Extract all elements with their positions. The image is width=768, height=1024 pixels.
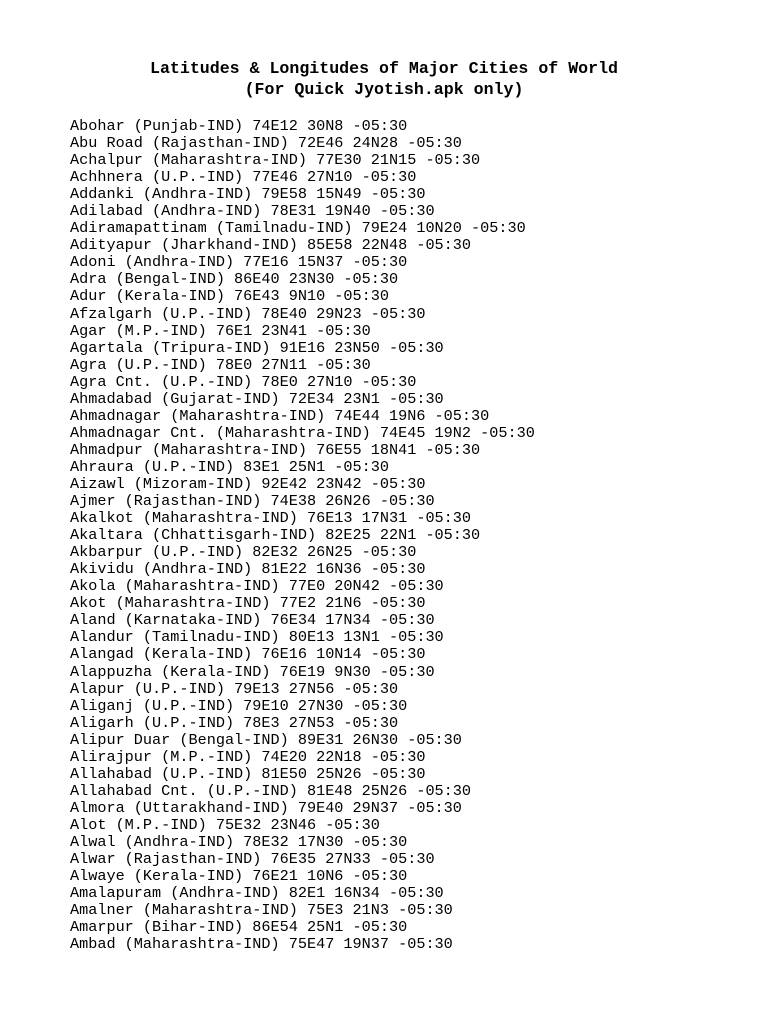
- city-entry: Akalkot (Maharashtra-IND) 76E13 17N31 -05:30: [70, 509, 472, 528]
- city-list: [70, 118, 535, 953]
- city-entry: Aizawl (Mizoram-IND) 92E42 23N42 -05:30: [70, 474, 426, 493]
- city-entry: Akbarpur (U.P.-IND) 82E32 26N25 -05:30: [70, 543, 417, 562]
- city-entry: Allahabad Cnt. (U.P.-IND) 81E48 25N26 -05:30: [70, 781, 472, 800]
- city-entry: Agra Cnt. (U.P.-IND) 78E0 27N10 -05:30: [70, 372, 417, 391]
- city-entry: Abu Road (Rajasthan-IND) 72E46 24N28 -05:30: [70, 134, 462, 153]
- city-entry: Adityapur (Jharkhand-IND) 85E58 22N48 -05:30: [70, 236, 472, 255]
- city-entry: Adilabad (Andhra-IND) 78E31 19N40 -05:30: [70, 202, 435, 221]
- city-entry: Alipur Duar (Bengal-IND) 89E31 26N30 -05:30: [70, 730, 462, 749]
- city-entry: Agra (U.P.-IND) 78E0 27N11 -05:30: [70, 355, 371, 374]
- city-entry: Ahmadpur (Maharashtra-IND) 76E55 18N41 -05:30: [70, 440, 481, 459]
- city-entry: Agartala (Tripura-IND) 91E16 23N50 -05:30: [70, 338, 444, 357]
- city-entry: Ajmer (Rajasthan-IND) 74E38 26N26 -05:30: [70, 492, 435, 511]
- city-entry: Alirajpur (M.P.-IND) 74E20 22N18 -05:30: [70, 747, 426, 766]
- city-entry: Agar (M.P.-IND) 76E1 23N41 -05:30: [70, 321, 371, 340]
- document-title: Latitudes & Longitudes of Major Cities of World: [149, 59, 619, 78]
- city-entry: Ahraura (U.P.-IND) 83E1 25N1 -05:30: [70, 457, 389, 476]
- city-entry: Addanki (Andhra-IND) 79E58 15N49 -05:30: [70, 185, 426, 204]
- city-entry: Alwar (Rajasthan-IND) 76E35 27N33 -05:30: [70, 850, 435, 869]
- city-entry: Almora (Uttarakhand-IND) 79E40 29N37 -05:30: [70, 798, 462, 817]
- city-entry: Ahmadnagar (Maharashtra-IND) 74E44 19N6 -05:30: [70, 406, 490, 425]
- city-entry: Aland (Karnataka-IND) 76E34 17N34 -05:30: [70, 611, 435, 630]
- city-entry: Aligarh (U.P.-IND) 78E3 27N53 -05:30: [70, 713, 399, 732]
- city-entry: Akaltara (Chhattisgarh-IND) 82E25 22N1 -05:30: [70, 526, 481, 545]
- city-entry: Amalapuram (Andhra-IND) 82E1 16N34 -05:30: [70, 884, 444, 903]
- city-entry: Alapur (U.P.-IND) 79E13 27N56 -05:30: [70, 679, 399, 698]
- city-entry: Achalpur (Maharashtra-IND) 77E30 21N15 -05:30: [70, 151, 481, 170]
- city-entry: Allahabad (U.P.-IND) 81E50 25N26 -05:30: [70, 764, 426, 783]
- city-entry: Adoni (Andhra-IND) 77E16 15N37 -05:30: [70, 253, 408, 272]
- city-entry: Alangad (Kerala-IND) 76E16 10N14 -05:30: [70, 645, 426, 664]
- city-entry: Adur (Kerala-IND) 76E43 9N10 -05:30: [70, 287, 389, 306]
- city-entry: Alappuzha (Kerala-IND) 76E19 9N30 -05:30: [70, 662, 435, 681]
- city-entry: Achhnera (U.P.-IND) 77E46 27N10 -05:30: [70, 168, 417, 187]
- city-entry: Akividu (Andhra-IND) 81E22 16N36 -05:30: [70, 560, 426, 579]
- city-entry: Ahmadnagar Cnt. (Maharashtra-IND) 74E45 19N2 -05:30: [70, 423, 535, 442]
- document-subtitle: (For Quick Jyotish.apk only): [244, 80, 524, 99]
- city-entry: Aliganj (U.P.-IND) 79E10 27N30 -05:30: [70, 696, 408, 715]
- city-entry: Amarpur (Bihar-IND) 86E54 25N1 -05:30: [70, 918, 408, 937]
- city-entry: Adiramapattinam (Tamilnadu-IND) 79E24 10N20 -05:30: [70, 219, 526, 238]
- city-entry: Abohar (Punjab-IND) 74E12 30N8 -05:30: [70, 117, 408, 135]
- city-entry: Alot (M.P.-IND) 75E32 23N46 -05:30: [70, 815, 380, 834]
- city-entry: Adra (Bengal-IND) 86E40 23N30 -05:30: [70, 270, 399, 289]
- city-entry: Ahmadabad (Gujarat-IND) 72E34 23N1 -05:30: [70, 389, 444, 408]
- city-entry: Alwal (Andhra-IND) 78E32 17N30 -05:30: [70, 832, 408, 851]
- city-entry: Ambad (Maharashtra-IND) 75E47 19N37 -05:30: [70, 935, 453, 954]
- city-entry: Afzalgarh (U.P.-IND) 78E40 29N23 -05:30: [70, 304, 426, 323]
- city-entry: Akot (Maharashtra-IND) 77E2 21N6 -05:30: [70, 594, 426, 613]
- city-entry: Amalner (Maharashtra-IND) 75E3 21N3 -05:30: [70, 901, 453, 920]
- city-entry: Alwaye (Kerala-IND) 76E21 10N6 -05:30: [70, 867, 408, 886]
- city-entry: Alandur (Tamilnadu-IND) 80E13 13N1 -05:30: [70, 628, 444, 647]
- city-entry: Akola (Maharashtra-IND) 77E0 20N42 -05:30: [70, 577, 444, 596]
